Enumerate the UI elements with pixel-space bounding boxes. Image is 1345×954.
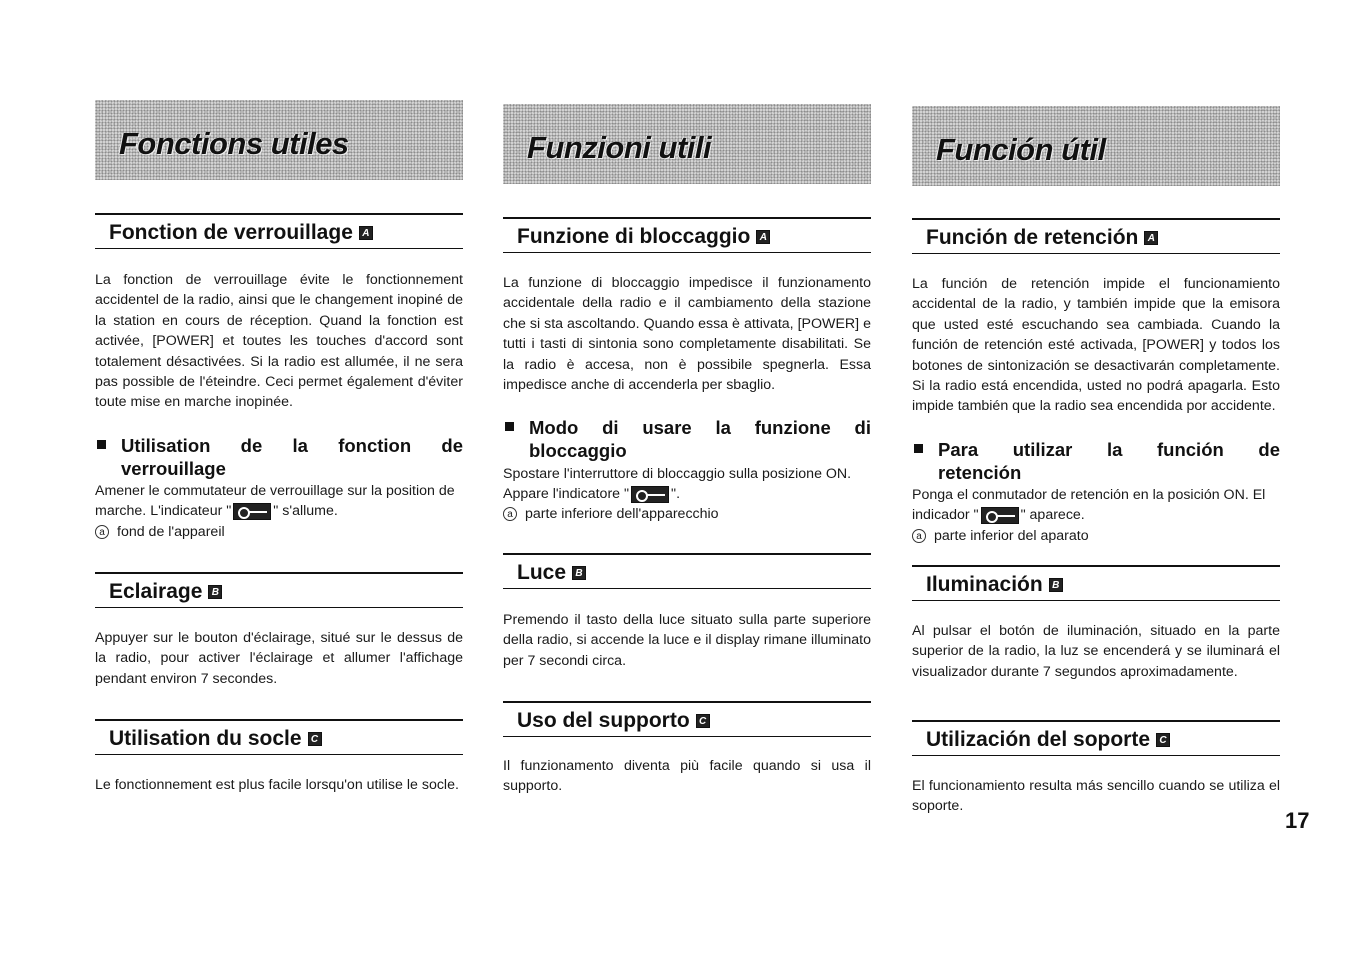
banner-fr <box>95 100 463 180</box>
section-header-lock <box>503 217 871 253</box>
paragraph: Al pulsar el botón de iluminación, situado en la parte superior de la radio, la luz se encenderá y se iluminará el visualizador durante 7 segundos aproximadamente. <box>912 623 1280 680</box>
bullet-square-icon <box>97 440 106 449</box>
section-title: Iluminación B <box>926 573 1063 597</box>
section-title: Fonction de verrouillage A <box>109 221 373 245</box>
instruction: Spostare l'interruttore di bloccaggio sulla posizione ON. Appare l'indicatore " ". <box>503 466 852 503</box>
banner-title: Función útil <box>936 132 1106 167</box>
section-title: Función de retención A <box>926 226 1158 250</box>
paragraph: Il funzionamento diventa più facile quando si usa il supporto. <box>503 758 871 795</box>
bullet-square-icon <box>505 422 514 431</box>
section-header-lock <box>912 218 1280 254</box>
footnote: a parte inferiore dell'apparecchio <box>503 504 871 524</box>
footnote: a parte inferior del aparato <box>912 526 1280 546</box>
instruction: Amener le commutateur de verrouillage sur la position de marche. L'indicateur " " s'allume. <box>95 483 455 520</box>
paragraph: La función de retención impide el funcionamiento accidental de la radio, y también impide que la emisora que usted esté escuchando sea cambiada. Cuando la función de retención esté activada, [POWER] y todos los botones de sintonización se desactivarán completamente. Si la radio está encendida, usted no podrá apagarla. Esto impide también que la radio sea encendida por accidente. <box>912 276 1280 415</box>
paragraph: Appuyer sur le bouton d'éclairage, situé sur le dessus de la radio, pour activer l'éclairage et allumer l'affichage pendant environ 7 secondes. <box>95 630 463 687</box>
banner-es <box>912 106 1280 186</box>
figure-b-icon: B <box>572 566 586 580</box>
circled-a-icon: a <box>95 525 109 539</box>
figure-a-icon: A <box>1144 231 1158 245</box>
section-header-stand <box>503 701 871 737</box>
section-title: Funzione di bloccaggio A <box>517 225 770 249</box>
section-header-stand <box>95 719 463 755</box>
paragraph: La fonction de verrouillage évite le fonctionnement accidentel de la radio, ainsi que le changement inopiné de la station en cours de réception. Quand la fonction est activée, [POWER] et toutes les touches d'accord sont totalement désactivées. Si la radio est allumée, il ne sera pas possible de l'éteindre. Ceci permet également d'éviter toute mise en marche inopinée. <box>95 272 463 411</box>
paragraph: Le fonctionnement est plus facile lorsqu'on utilise le socle. <box>95 777 459 793</box>
page-number: 17 <box>1285 808 1310 833</box>
footnote: a fond de l'appareil <box>95 522 463 542</box>
figure-b-icon: B <box>1049 578 1063 592</box>
circled-a-icon: a <box>503 507 517 521</box>
section-title: Luce B <box>517 561 586 585</box>
section-title: Eclairage B <box>109 580 222 604</box>
section-header-stand <box>912 720 1280 756</box>
section-header-light <box>503 553 871 589</box>
section-title: Utilización del soporte C <box>926 728 1170 752</box>
section-header-lock <box>95 213 463 249</box>
banner-it <box>503 104 871 184</box>
lock-indicator-icon <box>981 507 1019 524</box>
bullet-square-icon <box>914 444 923 453</box>
paragraph: La funzione di bloccaggio impedisce il funzionamento accidentale della radio e il cambiamento della stazione che si sta ascoltando. Quando essa è attivata, [POWER] e tutti i tasti di sintonia sono completamente disabilitati. Se la radio è accesa, non è possibile spegnerla. Essa impedisce anche di accenderla per sbaglio. <box>503 275 871 394</box>
banner-title: Fonctions utiles <box>119 126 349 161</box>
subheading: Modo di usare la funzione di bloccaggio <box>503 416 871 462</box>
subheading: Para utilizar la función de retención <box>912 438 1280 484</box>
figure-c-icon: C <box>1156 733 1170 747</box>
figure-b-icon: B <box>208 585 222 599</box>
section-title: Uso del supporto C <box>517 709 710 733</box>
lock-indicator-icon <box>233 503 271 520</box>
figure-c-icon: C <box>308 732 322 746</box>
paragraph: El funcionamiento resulta más sencillo cuando se utiliza el soporte. <box>912 778 1280 815</box>
figure-c-icon: C <box>696 714 710 728</box>
lock-indicator-icon <box>631 486 669 503</box>
paragraph: Premendo il tasto della luce situato sulla parte superiore della radio, si accende la luce e il display rimane illuminato per 7 secondi circa. <box>503 612 871 669</box>
section-header-light <box>912 565 1280 601</box>
instruction: Ponga el conmutador de retención en la posición ON. El indicador " " aparece. <box>912 487 1266 524</box>
section-header-light <box>95 572 463 608</box>
section-title: Utilisation du socle C <box>109 727 322 751</box>
figure-a-icon: A <box>359 226 373 240</box>
banner-title: Funzioni utili <box>527 130 712 165</box>
subheading: Utilisation de la fonction de verrouillage <box>95 434 463 480</box>
circled-a-icon: a <box>912 529 926 543</box>
figure-a-icon: A <box>756 230 770 244</box>
